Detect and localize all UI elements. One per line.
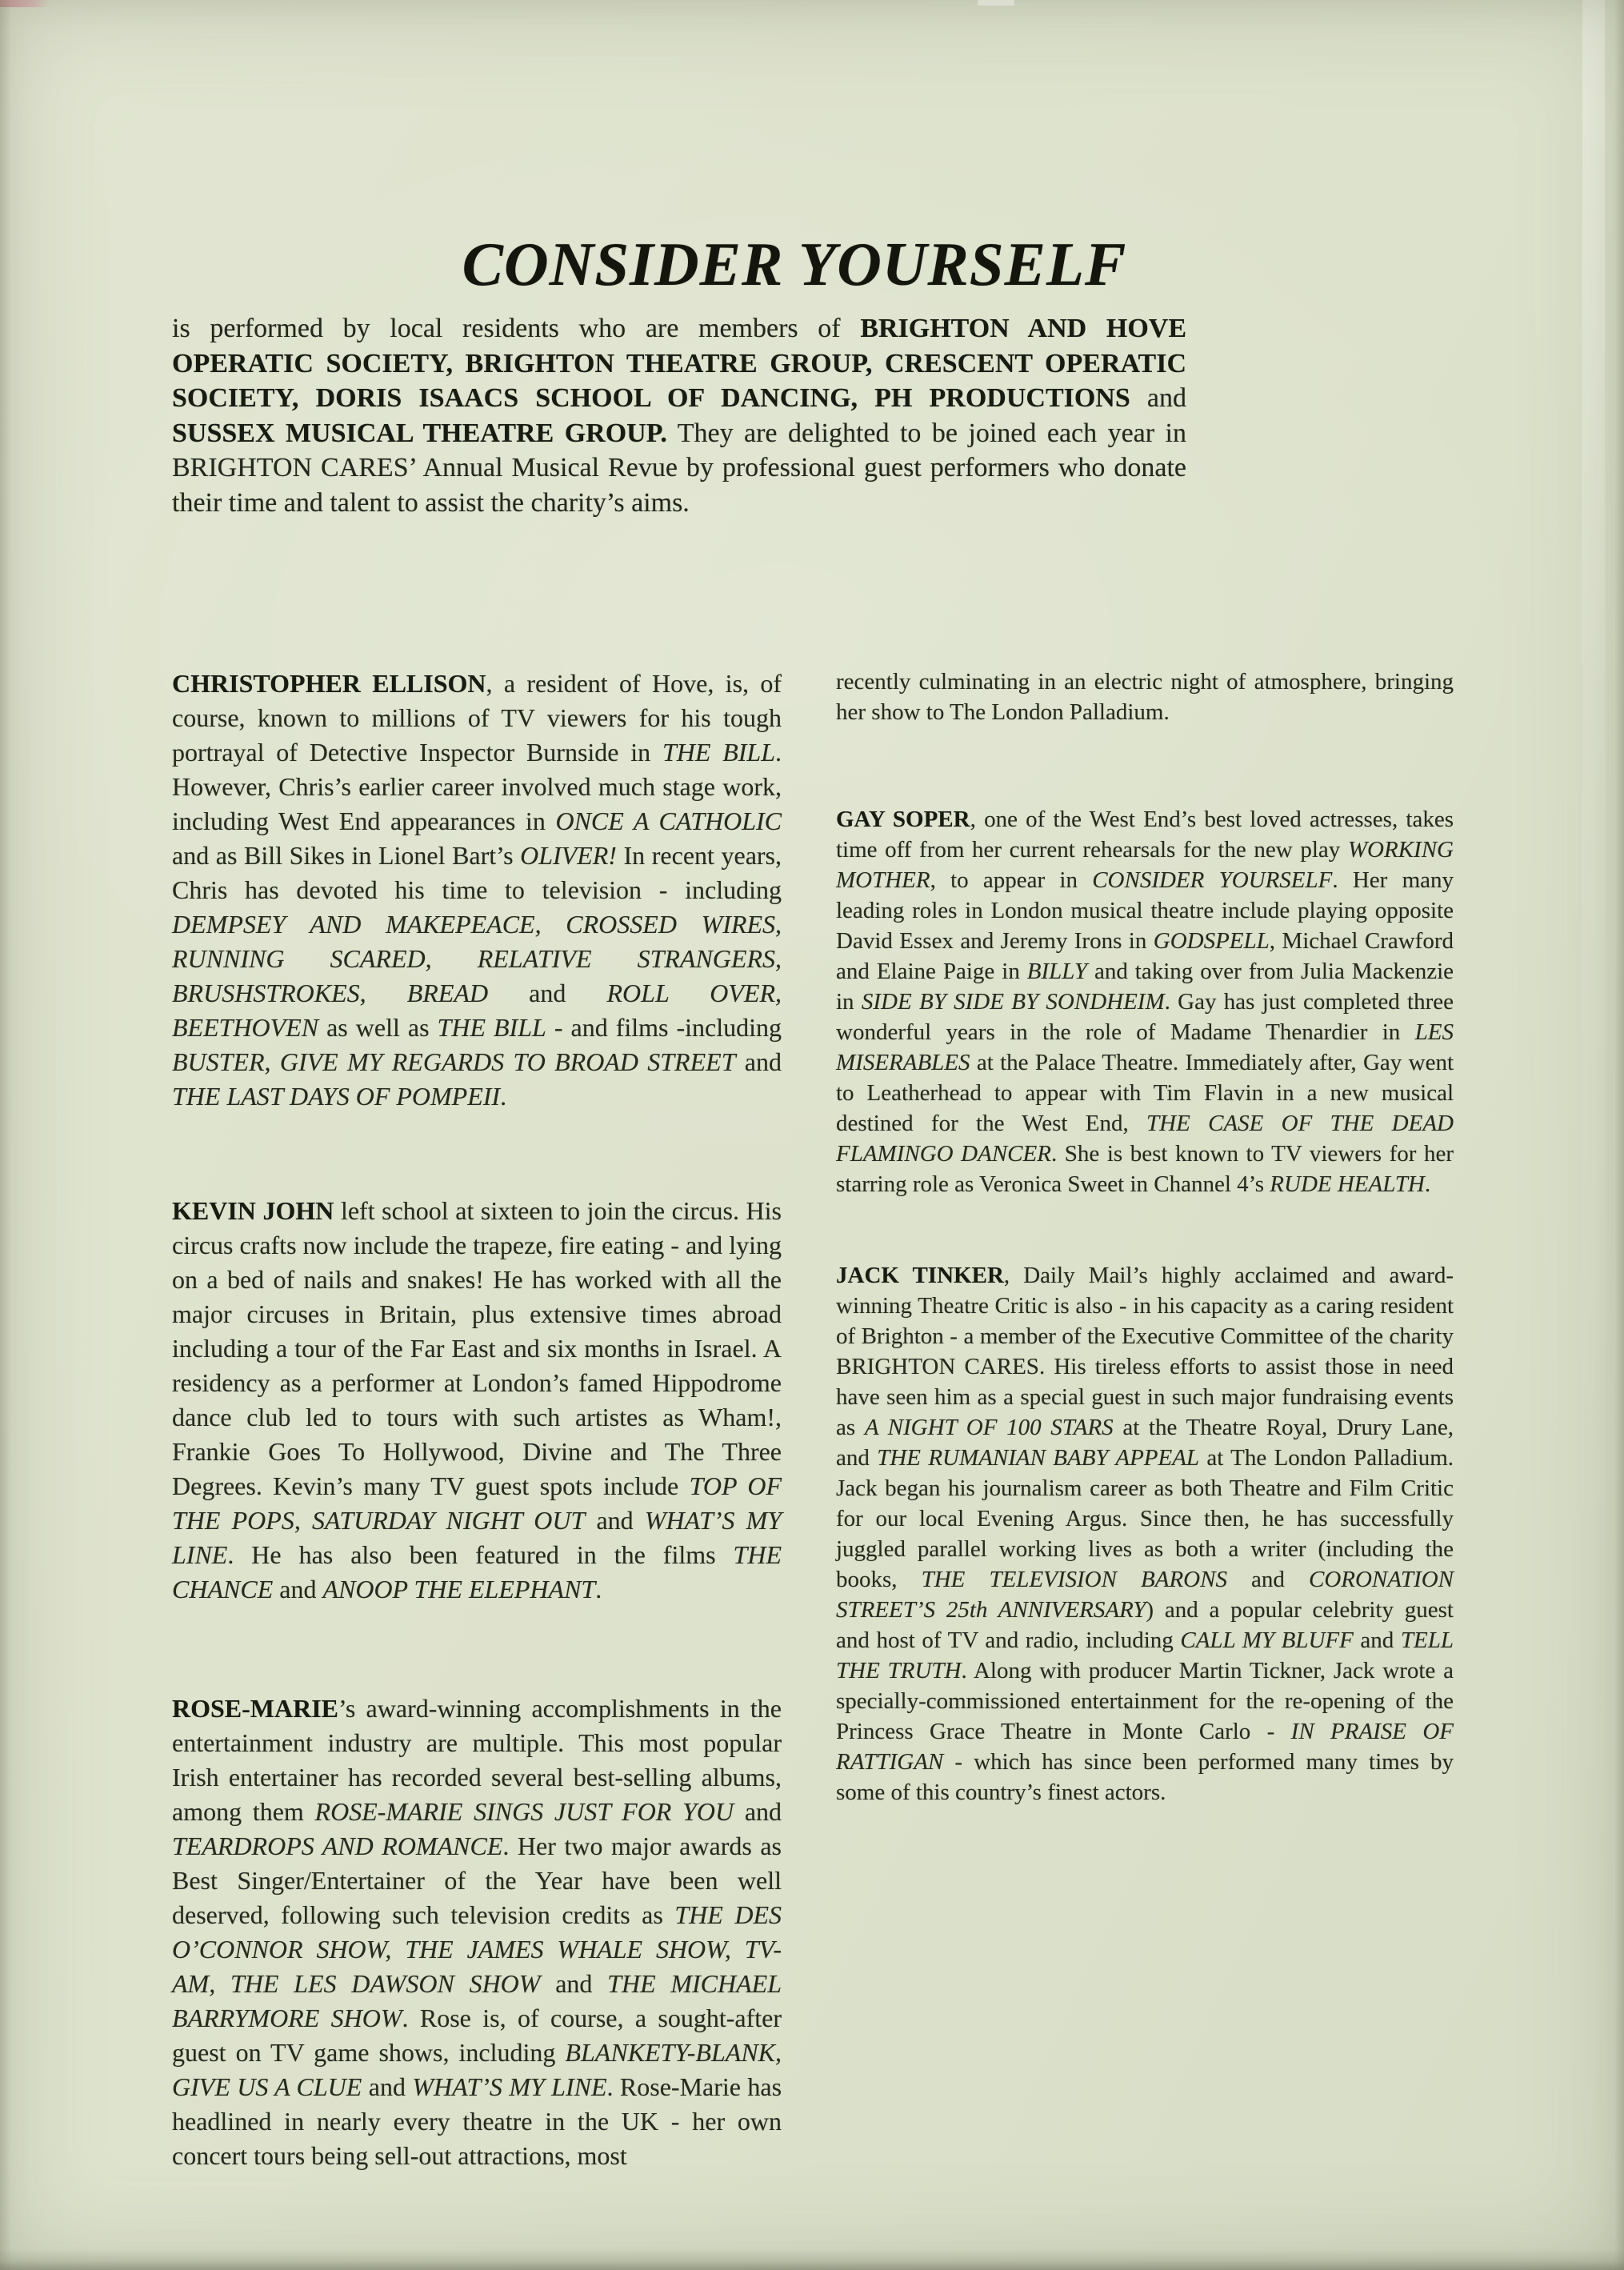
scan-edge-right-band — [1582, 0, 1605, 2270]
page-title: CONSIDER YOURSELF — [462, 229, 1127, 298]
scan-edge-right — [1614, 0, 1624, 2270]
paragraph-gay-soper: GAY SOPER, one of the West End’s best loved actresses, takes time off from her current rehearsals for the new play WORKING MOTHER, to appear in CONSIDER YOURSELF. Her many leading roles in London musical theatre include playing opposite David Essex and Jeremy Irons in GODSPELL, Michael Crawford and Elaine Paige in BILLY and taking over from Julia Mackenzie in SIDE BY SIDE BY SONDHEIM. Gay has just completed three wonderful years in the role of Madame Thenardier in LES MISERABLES at the Palace Theatre. Immediately after, Gay went to Leatherhead to appear with Tim Flavin in a new musical destined for the West End, THE CASE OF THE DEAD FLAMINGO DANCER. She is best known to TV viewers for her starring role as Veronica Sweet in Channel 4’s RUDE HEALTH. — [836, 807, 1454, 1197]
paragraph-kevin-john: KEVIN JOHN left school at sixteen to join the circus. His circus crafts now include the trapeze, fire eating - and lying on a bed of nails and snakes! He has worked with all the major circuses in Britain, plus extensive times abroad including a tour of the Far East and six months in Israel. A residency as a performer at London’s famed Hippodrome dance club led to tours with such artistes as Wham!, Frankie Goes To Hollywood, Divine and The Three Degrees. Kevin’s many TV guest spots include TOP OF THE POPS, SATURDAY NIGHT OUT and WHAT’S MY LINE. He has also been featured in the films THE CHANCE and ANOOP THE ELEPHANT. — [172, 1196, 782, 1603]
paragraph-christopher-ellison: CHRISTOPHER ELLISON, a resident of Hove, is, of course, known to millions of TV viewers for his tough portrayal of Detective Inspector Burnside in THE BILL. However, Chris’s earlier career involved much stage work, including West End appearances in ONCE A CATHOLIC and as Bill Sikes in Lionel Bart’s OLIVER! In recent years, Chris has devoted his time to television - including DEMPSEY AND MAKEPEACE, CROSSED WIRES, RUNNING SCARED, RELATIVE STRANGERS, BRUSHSTROKES, BREAD and ROLL OVER, BEETHOVEN as well as THE BILL - and films -including BUSTER, GIVE MY REGARDS TO BROAD STREET and THE LAST DAYS OF POMPEII. — [172, 669, 782, 1111]
right-column — [836, 667, 1454, 1808]
scan-edge-top-sliver — [978, 0, 1014, 6]
left-column — [172, 667, 782, 2173]
scan-edge-left — [0, 0, 11, 2270]
scan-edge-bottom — [0, 2249, 1624, 2270]
intro-paragraph: is performed by local residents who are members of BRIGHTON AND HOVE OPERATIC SOCIETY, BRIGHTON THEATRE GROUP, CRESCENT OPERATIC SOCIETY, DORIS ISAACS SCHOOL OF DANCING, PH PRODUCTIONS and SUSSEX MUSICAL THEATRE GROUP. They are delighted to be joined each year in BRIGHTON CARES’ Annual Musical Revue by professional guest performers who donate their time and talent to assist the charity’s aims. — [172, 314, 1186, 518]
paragraph-rose-marie-continuation: recently culminating in an electric night of atmosphere, bringing her show to The London Palladium. — [836, 669, 1454, 725]
paragraph-rose-marie: ROSE-MARIE’s award-winning accomplishments in the entertainment industry are multiple. This most popular Irish entertainer has recorded several best-selling albums, among them ROSE-MARIE SINGS JUST FOR YOU and TEARDROPS AND ROMANCE. Her two major awards as Best Singer/Entertainer of the Year have been well deserved, following such television credits as THE DES O’CONNOR SHOW, THE JAMES WHALE SHOW, TV-AM, THE LES DAWSON SHOW and THE MICHAEL BARRYMORE SHOW. Rose is, of course, a sought-after guest on TV game shows, including BLANKETY-BLANK, GIVE US A CLUE and WHAT’S MY LINE. Rose-Marie has headlined in nearly every theatre in the UK - her own concert tours being sell-out attractions, most — [172, 1694, 782, 2170]
paragraph-jack-tinker: JACK TINKER, Daily Mail’s highly acclaimed and award-winning Theatre Critic is also - in his capacity as a caring resident of Brighton - a member of the Executive Committee of the charity BRIGHTON CARES. His tireless efforts to assist those in need have seen him as a special guest in such major fundraising events as A NIGHT OF 100 STARS at the Theatre Royal, Drury Lane, and THE RUMANIAN BABY APPEAL at The London Palladium. Jack began his journalism career as both Theatre and Film Critic for our local Evening Argus. Since then, he has successfully juggled parallel working lives as both a writer (including the books, THE TELEVISION BARONS and CORONATION STREET’S 25th ANNIVERSARY) and a popular celebrity guest and host of TV and radio, including CALL MY BLUFF and TELL THE TRUTH. Along with producer Martin Tickner, Jack wrote a specially-commissioned entertainment for the re-opening of the Princess Grace Theatre in Monte Carlo - IN PRAISE OF RATTIGAN - which has since been performed many times by some of this country’s finest actors. — [836, 1263, 1454, 1805]
